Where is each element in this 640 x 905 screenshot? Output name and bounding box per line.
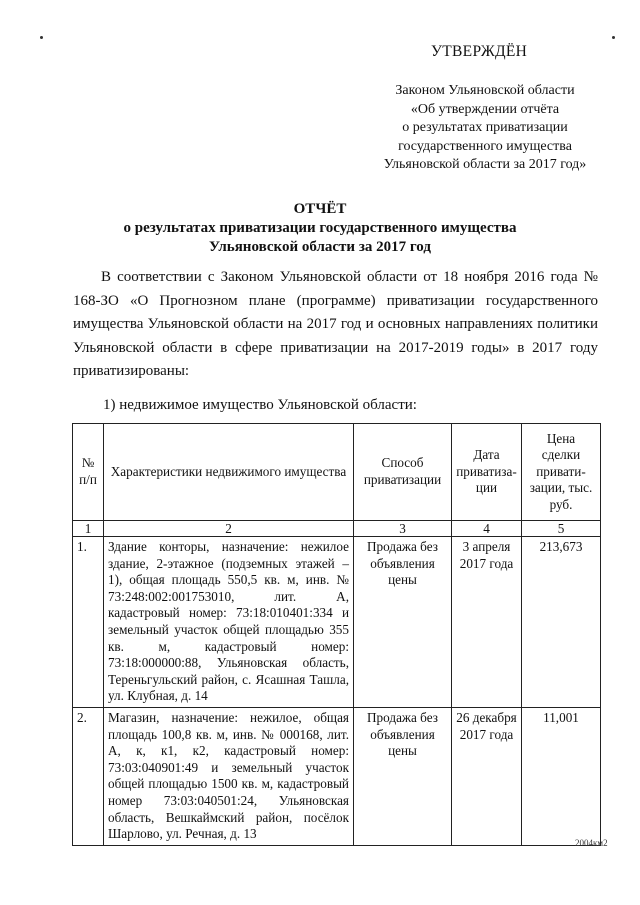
row-method: Продажа без объявления цены — [354, 537, 452, 708]
header-no: № п/п — [73, 424, 104, 521]
scan-speck — [40, 36, 43, 39]
table-header-row — [73, 424, 601, 521]
header-date: Дата приватиза-ции — [452, 424, 522, 521]
row-method: Продажа без объявления цены — [354, 707, 452, 845]
report-title: ОТЧЁТ — [293, 201, 347, 217]
row-number: 2. — [73, 707, 104, 845]
column-number: 4 — [452, 521, 522, 537]
report-subtitle-line: о результатах приватизации государственного имущества — [123, 220, 517, 236]
approval-line: «Об утверждении отчёта — [410, 101, 560, 117]
column-number: 2 — [104, 521, 354, 537]
row-description: Магазин, назначение: нежилое, общая площадь 100,8 кв. м, инв. № 000168, лит. А, к, к1, к2, кадастровый номер: 73:03:040901:49 и земельный участок общей площадью 1500 кв. м, кадастровый номер 73:03:040501:24, Ульяновская область, Вешкаймский район, посёлок Шарлово, ул. Речная, д. 13 — [104, 707, 354, 845]
table-row — [73, 707, 601, 845]
header-description: Характеристики недвижимого имущества — [104, 424, 354, 521]
row-number: 1. — [73, 537, 104, 708]
report-subtitle-line: Ульяновской области за 2017 год — [209, 239, 431, 255]
column-number: 5 — [522, 521, 601, 537]
document-code: 2004км2 — [575, 838, 608, 848]
column-number: 3 — [354, 521, 452, 537]
intro-paragraph — [73, 266, 598, 384]
list-item-realty: 1) недвижимое имущество Ульяновской области: — [103, 397, 417, 413]
intro-text: В соответствии с Законом Ульяновской области от 18 ноября 2016 года № 168-ЗО «О Прогнозном плане (программе) приватизации государственного имущества Ульяновской области на 2017 год и основных направлениях политики Ульяновской области в сфере приватизации на 2017-2019 годы» в 2017 году приватизированы: — [73, 269, 598, 379]
column-number: 1 — [73, 521, 104, 537]
realty-table — [72, 423, 601, 846]
row-description: Здание конторы, назначение: нежилое здание, 2-этажное (подземных этажей – 1), общая площадь 550,5 кв. м, инв. № 73:248:002:001753010, лит. А, кадастровый номер: 73:18:010401:334 и земельный участок общей площадью 355 кв. м, кадастровый номер: 73:18:000000:88, Ульяновская область, Тереньгульский район, с. Ясашная Ташла, ул. Клубная, д. 14 — [104, 537, 354, 708]
row-date: 3 апреля 2017 года — [452, 537, 522, 708]
scan-speck — [612, 36, 615, 39]
table-row — [73, 537, 601, 708]
approval-line: Законом Ульяновской области — [395, 83, 575, 98]
approval-line: государственного имущества — [398, 138, 572, 154]
header-price: Цена сделки привати-зации, тыс. руб. — [522, 424, 601, 521]
column-number-row — [73, 521, 601, 537]
row-price: 213,673 — [522, 537, 601, 708]
row-price: 11,001 — [522, 707, 601, 845]
approval-block — [360, 82, 610, 175]
approval-line: Ульяновской области за 2017 год» — [383, 157, 587, 172]
row-date: 26 декабря 2017 года — [452, 707, 522, 845]
approval-line: о результатах приватизации — [402, 120, 568, 135]
approval-title: УТВЕРЖДЁН — [431, 43, 528, 60]
report-heading — [70, 200, 570, 257]
header-method: Способ приватизации — [354, 424, 452, 521]
